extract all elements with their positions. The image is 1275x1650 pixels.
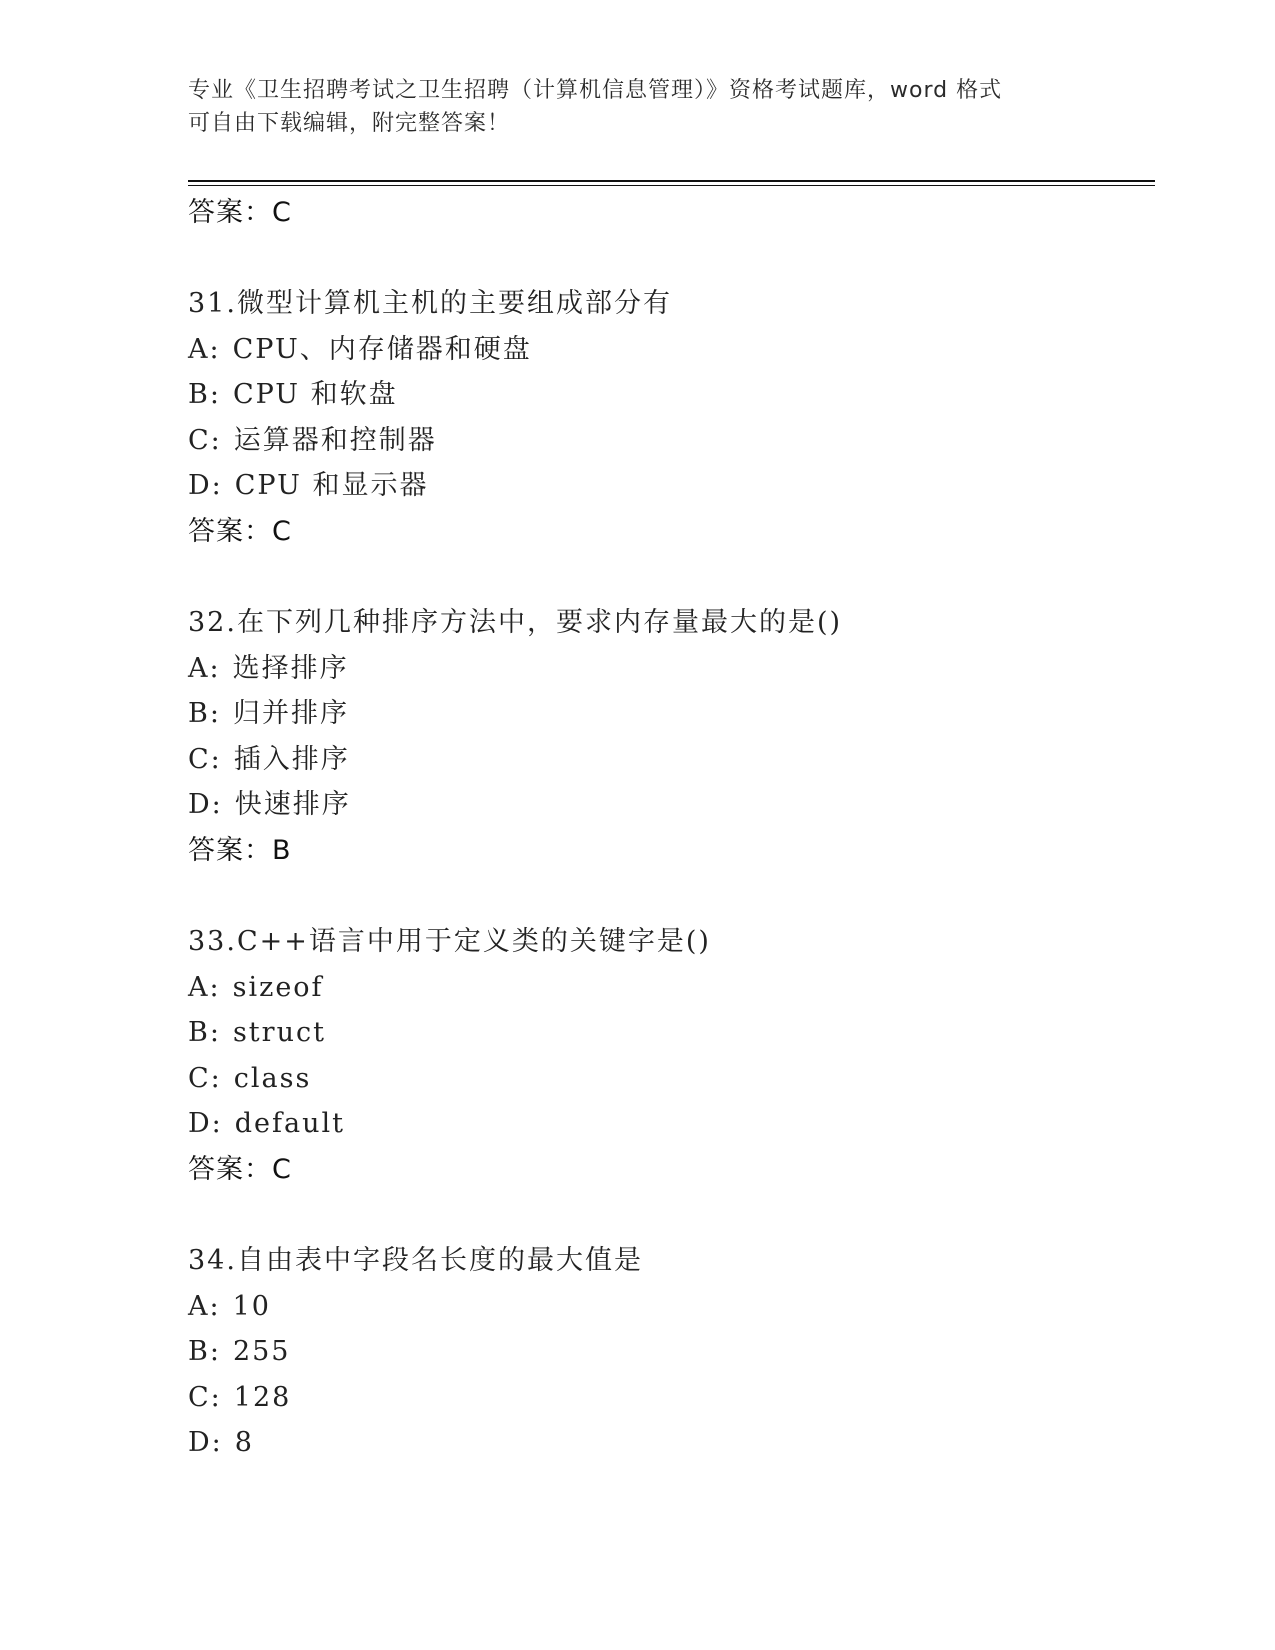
- option-d: D: 8: [188, 1427, 254, 1459]
- option-letter: D: [188, 789, 212, 821]
- option-text: 8: [234, 1427, 254, 1459]
- option-b: B: struct: [188, 1017, 326, 1049]
- option-c: C: class: [188, 1062, 312, 1094]
- answer-33: [188, 1147, 1148, 1192]
- option-text: default: [234, 1108, 345, 1140]
- option-letter: C: [188, 424, 211, 456]
- option-text: CPU、内存储器和硬盘: [232, 333, 532, 365]
- question-stem: 32.在下列几种排序方法中，要求内存量最大的是(): [188, 606, 843, 638]
- answer-value: B: [272, 834, 292, 866]
- option-letter: C: [188, 1062, 211, 1094]
- option-letter: C: [188, 743, 211, 775]
- option-letter: C: [188, 1381, 211, 1413]
- option-letter: A: [188, 652, 210, 684]
- option-text: CPU 和显示器: [234, 470, 429, 502]
- option-text: 128: [233, 1381, 292, 1413]
- option-letter: B: [188, 1017, 210, 1049]
- option-text: 插入排序: [233, 743, 350, 775]
- option-text: 运算器和控制器: [233, 424, 437, 456]
- option-letter: D: [188, 1427, 212, 1459]
- option-b: B: 255: [188, 1336, 291, 1368]
- header-title-line-2: 可自由下载编辑，附完整答案！: [188, 111, 511, 136]
- question-34: [188, 1238, 1148, 1466]
- answer-label: 答案：: [188, 1153, 272, 1185]
- question-stem: 34.自由表中字段名长度的最大值是: [188, 1244, 643, 1276]
- answer-32: [188, 828, 1148, 873]
- option-letter: D: [188, 470, 212, 502]
- option-letter: B: [188, 379, 210, 411]
- answer-label: 答案：: [188, 834, 272, 866]
- question-32: [188, 600, 1148, 873]
- option-a: A: 10: [188, 1290, 271, 1322]
- option-text: 255: [232, 1336, 291, 1368]
- question-33: [188, 919, 1148, 1192]
- option-d: D: default: [188, 1108, 345, 1140]
- answer-value: C: [272, 515, 292, 547]
- option-d: D: 快速排序: [188, 789, 351, 821]
- option-text: CPU 和软盘: [232, 379, 398, 411]
- option-letter: A: [188, 333, 210, 365]
- option-text: sizeof: [232, 971, 324, 1003]
- answer-value: C: [272, 197, 292, 228]
- answer-value: C: [272, 1153, 292, 1185]
- question-31: [188, 281, 1148, 554]
- option-a: A: 选择排序: [188, 652, 349, 684]
- option-c: C: 128: [188, 1381, 292, 1413]
- option-letter: A: [188, 1290, 210, 1322]
- option-letter: B: [188, 1336, 210, 1368]
- answer-31: [188, 509, 1148, 554]
- option-b: B: 归并排序: [188, 698, 349, 730]
- option-text: 快速排序: [234, 789, 351, 821]
- question-stem: 31.微型计算机主机的主要组成部分有: [188, 288, 672, 319]
- option-b: B: CPU 和软盘: [188, 379, 398, 411]
- document-header: [188, 74, 1068, 140]
- option-text: 归并排序: [232, 698, 349, 730]
- option-letter: A: [188, 971, 210, 1003]
- option-text: 10: [232, 1290, 271, 1322]
- question-list: [188, 190, 1148, 1466]
- option-text: struct: [232, 1017, 326, 1049]
- answer-previous: [188, 190, 1148, 235]
- option-text: 选择排序: [232, 652, 349, 684]
- option-a: A: CPU、内存储器和硬盘: [188, 333, 532, 365]
- header-title-line-1: 专业《卫生招聘考试之卫生招聘（计算机信息管理）》资格考试题库，word 格式: [188, 78, 1003, 103]
- option-c: C: 运算器和控制器: [188, 424, 437, 456]
- option-letter: D: [188, 1108, 212, 1140]
- question-stem: 33.C++语言中用于定义类的关键字是(): [188, 925, 711, 957]
- header-divider-thin: [188, 185, 1155, 186]
- header-divider-thick: [188, 180, 1155, 182]
- option-c: C: 插入排序: [188, 743, 350, 775]
- answer-label: 答案：: [188, 515, 272, 547]
- option-text: class: [233, 1062, 312, 1094]
- option-letter: B: [188, 698, 210, 730]
- option-d: D: CPU 和显示器: [188, 470, 429, 502]
- answer-label: 答案：: [188, 197, 272, 228]
- option-a: A: sizeof: [188, 971, 324, 1003]
